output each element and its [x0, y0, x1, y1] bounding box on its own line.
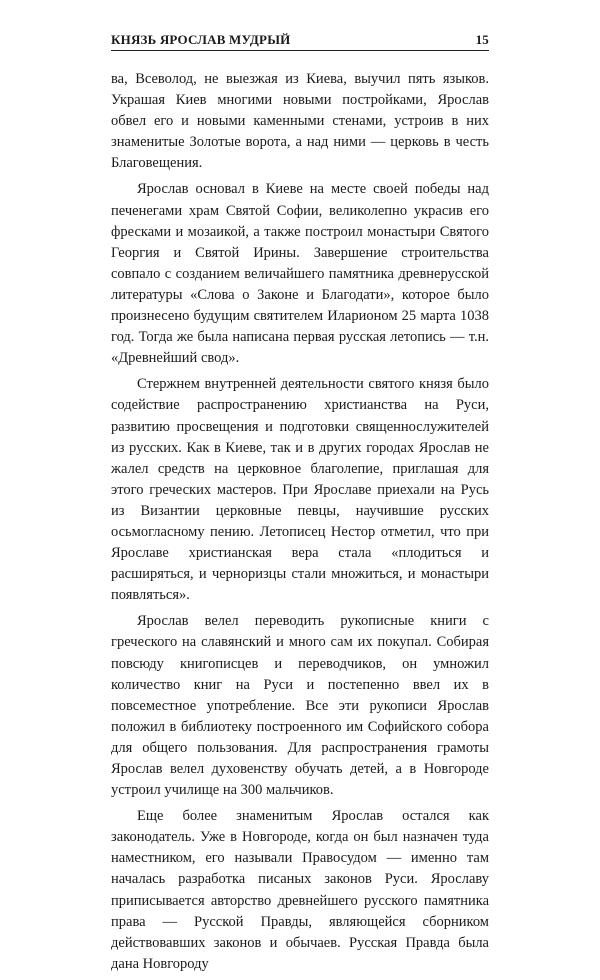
- paragraph-3: Стержнем внутренней деятельности святого князя было содействие распространению христианства на Руси, развитию просвещения и подготовки священнослужителей из русских. Как в Киеве, так и в других городах Ярослав не жалел средств на церковное благолепие, приглашая для этого греческих мастеров. При Ярославе приехали на Русь из Византии церковные певцы, научившие русских осьмогласному пению. Летописец Нестор отметил, что при Ярославе христианская вера стала «плодиться и расширяться, и черноризцы стали множиться, и монастыри появляться».: [111, 376, 489, 604]
- book-page: [111, 28, 489, 980]
- running-title: КНЯЗЬ ЯРОСЛАВ МУДРЫЙ: [111, 32, 291, 47]
- body-text: [111, 69, 489, 975]
- paragraph-5: Еще более знаменитым Ярослав остался как законодатель. Уже в Новгороде, когда он был назначен туда наместником, его называли Правосудом — именно там началась разработка писаных законов Руси. Ярославу приписывается авторство древнейшего русского памятника права — Русской Правды, являющейся сборником действовавших законов и обычаев. Русская Правда была дана Новгороду: [111, 808, 489, 972]
- paragraph-1: ва, Всеволод, не выезжая из Киева, выучил пять языков. Украшая Киев многими новыми постройками, Ярослав обвел его и новыми каменными стенами, устроив в них знаменитые Золотые ворота, а над ними — церковь в честь Благовещения.: [111, 71, 489, 172]
- paragraph-2: Ярослав основал в Киеве на месте своей победы над печенегами храм Святой Софии, великолепно украсив его фресками и мозаикой, а также построил монастыри Святого Георгия и Святой Ирины. Завершение строительства совпало с созданием величайшего памятника древнерусской литературы «Слова о Законе и Благодати», которое было произнесено будущим святителем Иларионом 25 марта 1038 год. Тогда же была написана первая русская летопись — т.н. «Древнейший свод».: [111, 181, 489, 367]
- paragraph-4: Ярослав велел переводить рукописные книги с греческого на славянский и много сам их покупал. Собирая повсюду книгописцев и переводчиков, он умножил количество книг на Руси и постепенно ввел их в повсеместное употребление. Все эти рукописи Ярослав положил в библиотеку построенного им Софийского собора для общего пользования. Для распространения грамоты Ярослав велел духовенству обучать детей, а в Новгороде устроил училище на 300 мальчиков.: [111, 613, 489, 799]
- page-number: 15: [475, 32, 489, 47]
- running-header: [111, 28, 489, 51]
